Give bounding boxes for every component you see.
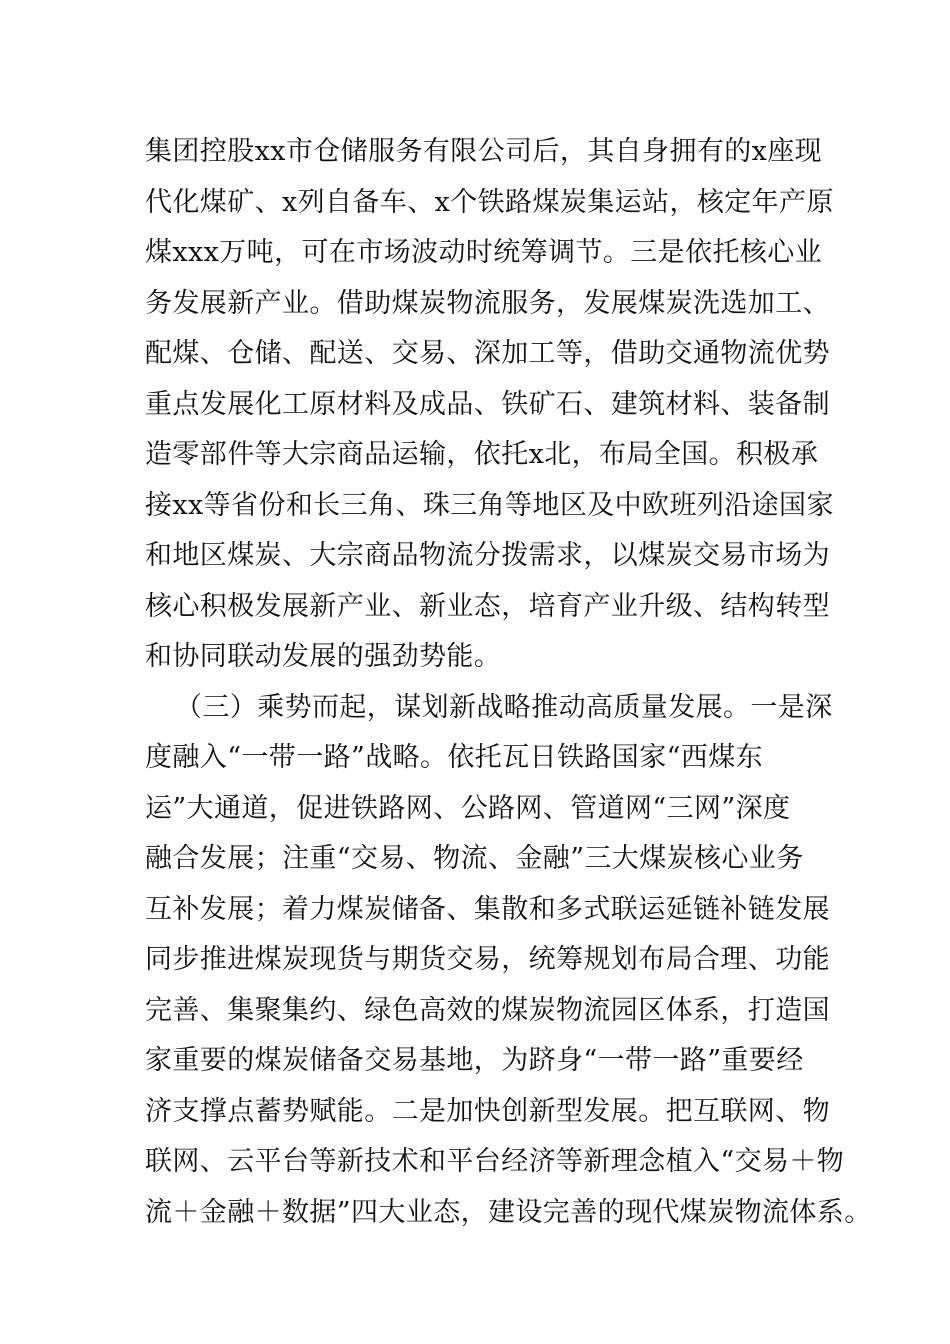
text-line: 和地区煤炭、大宗商品物流分拨需求，以煤炭交易市场为 <box>145 540 830 571</box>
text-line: 济支撑点蓄势赋能。二是加快创新型发展。把互联网、物 <box>145 1095 830 1127</box>
text-line: 和协同联动发展的强劲势能。 <box>145 641 502 672</box>
text-line: 代化煤矿、x列自备车、x个铁路煤炭集运站，核定年产原 <box>145 186 834 218</box>
section-heading-line: （三）乘势而起，谋划新战略推动高质量发展。一是深 <box>175 691 833 723</box>
text-line: 接xx等省份和长三角、珠三角等地区及中欧班列沿途国家 <box>145 489 834 521</box>
text-line: 流＋金融＋数据”四大业态，建设完善的现代煤炭物流体系。 <box>145 1196 872 1228</box>
text-line: 核心积极发展新产业、新业态，培育产业升级、结构转型 <box>145 590 830 622</box>
text-line: 同步推进煤炭现货与期货交易，统筹规划布局合理、功能 <box>145 944 830 975</box>
text-line: 融合发展；注重“交易、物流、金融”三大煤炭核心业务 <box>145 843 804 874</box>
body-text <box>145 127 872 1238</box>
text-line: 配煤、仓储、配送、交易、深加工等，借助交通物流优势 <box>145 338 830 369</box>
text-line: 重点发展化工原材料及成品、铁矿石、建筑材料、装备制 <box>145 388 830 420</box>
text-line: 集团控股xx市仓储服务有限公司后，其自身拥有的x座现 <box>145 136 823 167</box>
text-line: 煤xxx万吨，可在市场波动时统筹调节。三是依托核心业 <box>145 237 823 268</box>
text-line: 联网、云平台等新技术和平台经济等新理念植入“交易＋物 <box>145 1146 845 1177</box>
text-line: 完善、集聚集约、绿色高效的煤炭物流园区体系，打造国 <box>145 994 830 1026</box>
text-line: 度融入“一带一路”战略。依托瓦日铁路国家“西煤东 <box>145 742 764 773</box>
text-line: 互补发展；着力煤炭储备、集散和多式联运延链补链发展 <box>145 893 830 925</box>
text-line: 家重要的煤炭储备交易基地，为跻身“一带一路”重要经 <box>145 1045 804 1076</box>
text-line: 运”大通道，促进铁路网、公路网、管道网“三网”深度 <box>145 792 791 824</box>
text-line: 造零部件等大宗商品运输，依托x北，布局全国。积极承 <box>145 439 819 470</box>
text-line: 务发展新产业。借助煤炭物流服务，发展煤炭洗选加工、 <box>145 287 830 319</box>
